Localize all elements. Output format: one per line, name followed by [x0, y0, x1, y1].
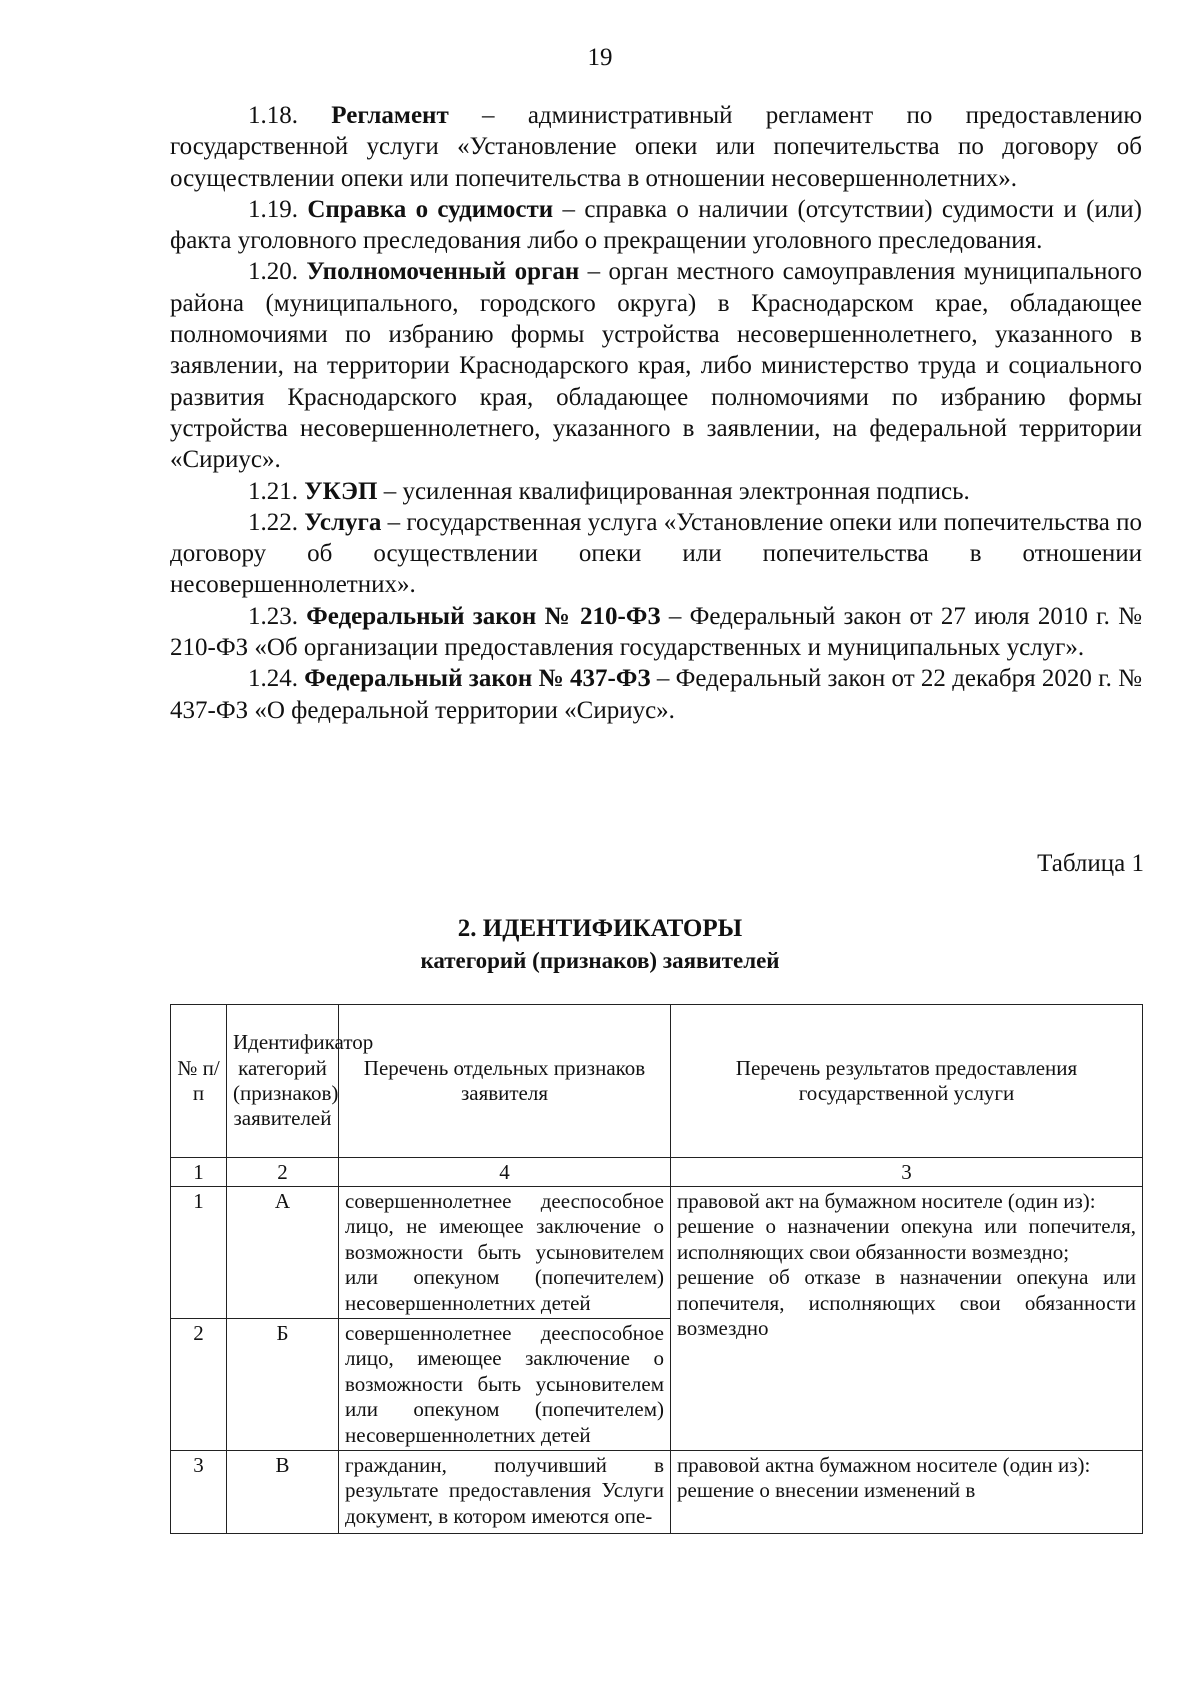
definition-number: 1.22.: [248, 508, 298, 536]
definition-paragraph: [170, 476, 1142, 507]
result-line: правовой акт на бумажном носителе (один из):: [677, 1189, 1096, 1213]
definition-term: Федеральный закон № 210-ФЗ: [306, 602, 661, 630]
definition-separator: –: [377, 477, 403, 505]
definition-separator: –: [381, 508, 407, 536]
row-results: [671, 1187, 1143, 1451]
definition-paragraph: [170, 194, 1142, 257]
table-row: [171, 1451, 1143, 1534]
column-number: 1: [171, 1158, 227, 1187]
header-num: № п/п: [171, 1005, 227, 1158]
definition-separator: –: [650, 665, 676, 693]
row-features-text: гражданин, получивший в результате предоставления Услуги документ, в котором имеются опе-: [345, 1453, 664, 1528]
definition-term: Федеральный закон № 437-ФЗ: [304, 665, 651, 693]
definition-paragraph: [170, 100, 1142, 194]
definition-text: усиленная квалифицированная электронная подпись.: [402, 477, 970, 505]
definition-paragraph: [170, 507, 1142, 601]
identifiers-table: [170, 1004, 1143, 1534]
definition-separator: –: [553, 195, 585, 223]
result-line: решение об отказе в назначении опекуна или попечителя, исполняющих свои обязанности возмездно: [677, 1265, 1136, 1341]
row-num: 3: [171, 1451, 227, 1534]
result-line: правовой актна бумажном носителе (один из):: [677, 1453, 1091, 1478]
definition-text: Федеральный закон от 27 июля 2010 г. № 210-ФЗ «Об организации предоставления государственных и муниципальных услуг».: [170, 602, 1143, 662]
definition-text: государственная услуга «Установление опеки или попечительства по договору об осуществлении опеки или попечительства в отношении несовершеннолетних».: [170, 508, 1143, 599]
definition-term: Уполномоченный орган: [306, 258, 580, 286]
definition-term: УКЭП: [304, 477, 378, 505]
table-row: [171, 1187, 1143, 1319]
section-title: 2. ИДЕНТИФИКАТОРЫ: [457, 915, 743, 942]
row-num: 1: [171, 1187, 227, 1319]
table-header-row: [171, 1005, 1143, 1158]
definition-number: 1.24.: [248, 665, 298, 693]
row-features: [339, 1451, 671, 1534]
definition-paragraph: [170, 663, 1142, 726]
definition-number: 1.19.: [248, 195, 298, 223]
definition-term: Услуга: [304, 508, 382, 536]
header-results: Перечень результатов предоставления государственной услуги: [671, 1005, 1143, 1158]
column-numbers-row: [171, 1158, 1143, 1187]
definition-separator: –: [660, 602, 690, 630]
definition-text: Федеральный закон от 22 декабря 2020 г. № 437-ФЗ «О федеральной территории «Сириус».: [170, 665, 1143, 724]
result-line: решение о внесении изменений в: [677, 1478, 976, 1503]
column-number: 3: [671, 1158, 1143, 1187]
row-num: 2: [171, 1319, 227, 1451]
definition-number: 1.20.: [248, 258, 298, 286]
definition-text: административный регламент по предоставлению государственной услуги «Установление опеки или попечительства по договору об осуществлении опеки или попечительства в отношении несовершеннолетних».: [170, 102, 1143, 192]
definition-paragraph: [170, 256, 1142, 475]
row-features: совершеннолетнее дееспособное лицо, имеющее заключение о возможности быть усыновителем или опекуном (попечителем) несовершеннолетних детей: [339, 1319, 671, 1451]
table-label: Таблица 1: [1037, 850, 1144, 877]
page-number: 19: [587, 44, 613, 71]
column-number: 4: [339, 1158, 671, 1187]
header-identifier: Идентификатор категорий (признаков) заявителей: [227, 1005, 339, 1158]
row-id: Б: [227, 1319, 339, 1451]
definition-paragraph: [170, 601, 1142, 664]
definition-number: 1.18.: [248, 102, 298, 129]
definition-number: 1.23.: [248, 602, 298, 630]
definition-term: Регламент: [331, 102, 449, 129]
definition-separator: –: [448, 102, 528, 129]
result-line: решение о назначении опекуна или попечителя, исполняющих свои обязанности возмездно;: [677, 1214, 1136, 1264]
row-id: А: [227, 1187, 339, 1319]
column-number: 2: [227, 1158, 339, 1187]
definition-text: справка о наличии (отсутствии) судимости и (или) факта уголовного преследования либо о прекращении уголовного преследования.: [170, 195, 1143, 255]
header-features: Перечень отдельных признаков заявителя: [339, 1005, 671, 1158]
definition-separator: –: [579, 258, 609, 286]
definition-number: 1.21.: [248, 477, 298, 505]
definitions-block: [170, 100, 1142, 726]
row-results: [671, 1451, 1143, 1534]
definition-term: Справка о судимости: [307, 195, 554, 223]
definition-text: орган местного самоуправления муниципального района (муниципального, городского округа) в Краснодарском крае, обладающее полномочиями по избранию формы устройства несовершеннолетнего, указанного в заявлении, на территории Краснодарского края, либо министерство труда и социального развития Краснодарского края, обладающее полномочиями по избранию формы устройства несовершеннолетнего, указанного в заявлении, на федеральной территории «Сириус».: [170, 258, 1143, 474]
section-subtitle: категорий (признаков) заявителей: [420, 948, 780, 973]
row-features: совершеннолетнее дееспособное лицо, не имеющее заключение о возможности быть усыновителем или опекуном (попечителем) несовершеннолетних детей: [339, 1187, 671, 1319]
row-id: В: [227, 1451, 339, 1534]
